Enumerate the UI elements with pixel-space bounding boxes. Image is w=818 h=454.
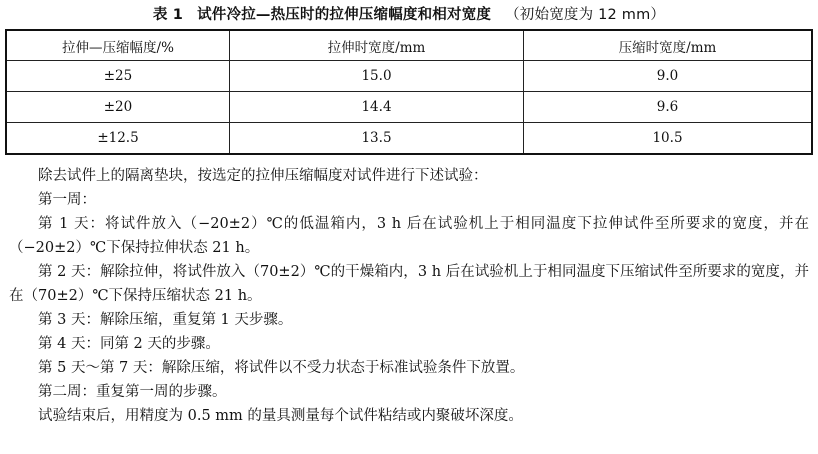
day-1-paragraph: 第 1 天：将试件放入（−20±2）℃的低温箱内，3 h 后在试验机上于相同温度下拉伸试件至所要求的宽度，并在（−20±2）℃下保持拉伸状态 21 h。	[9, 216, 809, 256]
column-header-compression-width: 压缩时宽度/mm	[524, 30, 813, 61]
table-caption-note: （初始宽度为 12 mm）	[505, 7, 666, 23]
table-caption	[0, 3, 818, 24]
table-caption-title: 试件冷拉—热压时的拉伸压缩幅度和相对宽度	[197, 7, 492, 23]
table-cell-tension-width: 15.0	[230, 61, 524, 92]
amplitude-width-table	[5, 29, 813, 155]
table-cell-amplitude: ±12.5	[6, 123, 230, 155]
table-cell-tension-width: 13.5	[230, 123, 524, 155]
table-cell-tension-width: 14.4	[230, 92, 524, 123]
column-header-amplitude: 拉伸—压缩幅度/%	[6, 30, 230, 61]
day-2-paragraph: 第 2 天：解除拉伸，将试件放入（70±2）℃的干燥箱内，3 h 后在试验机上于相同温度下压缩试件至所要求的宽度，并在（70±2）℃下保持压缩状态 21 h。	[9, 264, 809, 304]
week-one-heading: 第一周：	[38, 192, 96, 208]
table-cell-amplitude: ±20	[6, 92, 230, 123]
table-row	[6, 123, 812, 155]
table-row	[6, 61, 812, 92]
procedure-text	[9, 164, 809, 428]
day-4-paragraph: 第 4 天：同第 2 天的步骤。	[38, 336, 220, 352]
table-cell-amplitude: ±25	[6, 61, 230, 92]
table-cell-compression-width: 9.0	[524, 61, 813, 92]
intro-paragraph: 除去试件上的隔离垫块，按选定的拉伸压缩幅度对试件进行下述试验：	[38, 168, 488, 184]
column-header-tension-width: 拉伸时宽度/mm	[230, 30, 524, 61]
final-measurement-paragraph: 试验结束后，用精度为 0.5 mm 的量具测量每个试件粘结或内聚破坏深度。	[38, 408, 523, 424]
day-3-paragraph: 第 3 天：解除压缩，重复第 1 天步骤。	[38, 312, 293, 328]
table-header-row	[6, 30, 812, 61]
table-caption-label: 表 1	[152, 7, 184, 23]
day-5-7-paragraph: 第 5 天～第 7 天：解除压缩，将试件以不受力状态于标准试验条件下放置。	[38, 360, 525, 376]
week-two-paragraph: 第二周：重复第一周的步骤。	[38, 384, 227, 400]
table-row	[6, 92, 812, 123]
table-cell-compression-width: 10.5	[524, 123, 813, 155]
table-cell-compression-width: 9.6	[524, 92, 813, 123]
